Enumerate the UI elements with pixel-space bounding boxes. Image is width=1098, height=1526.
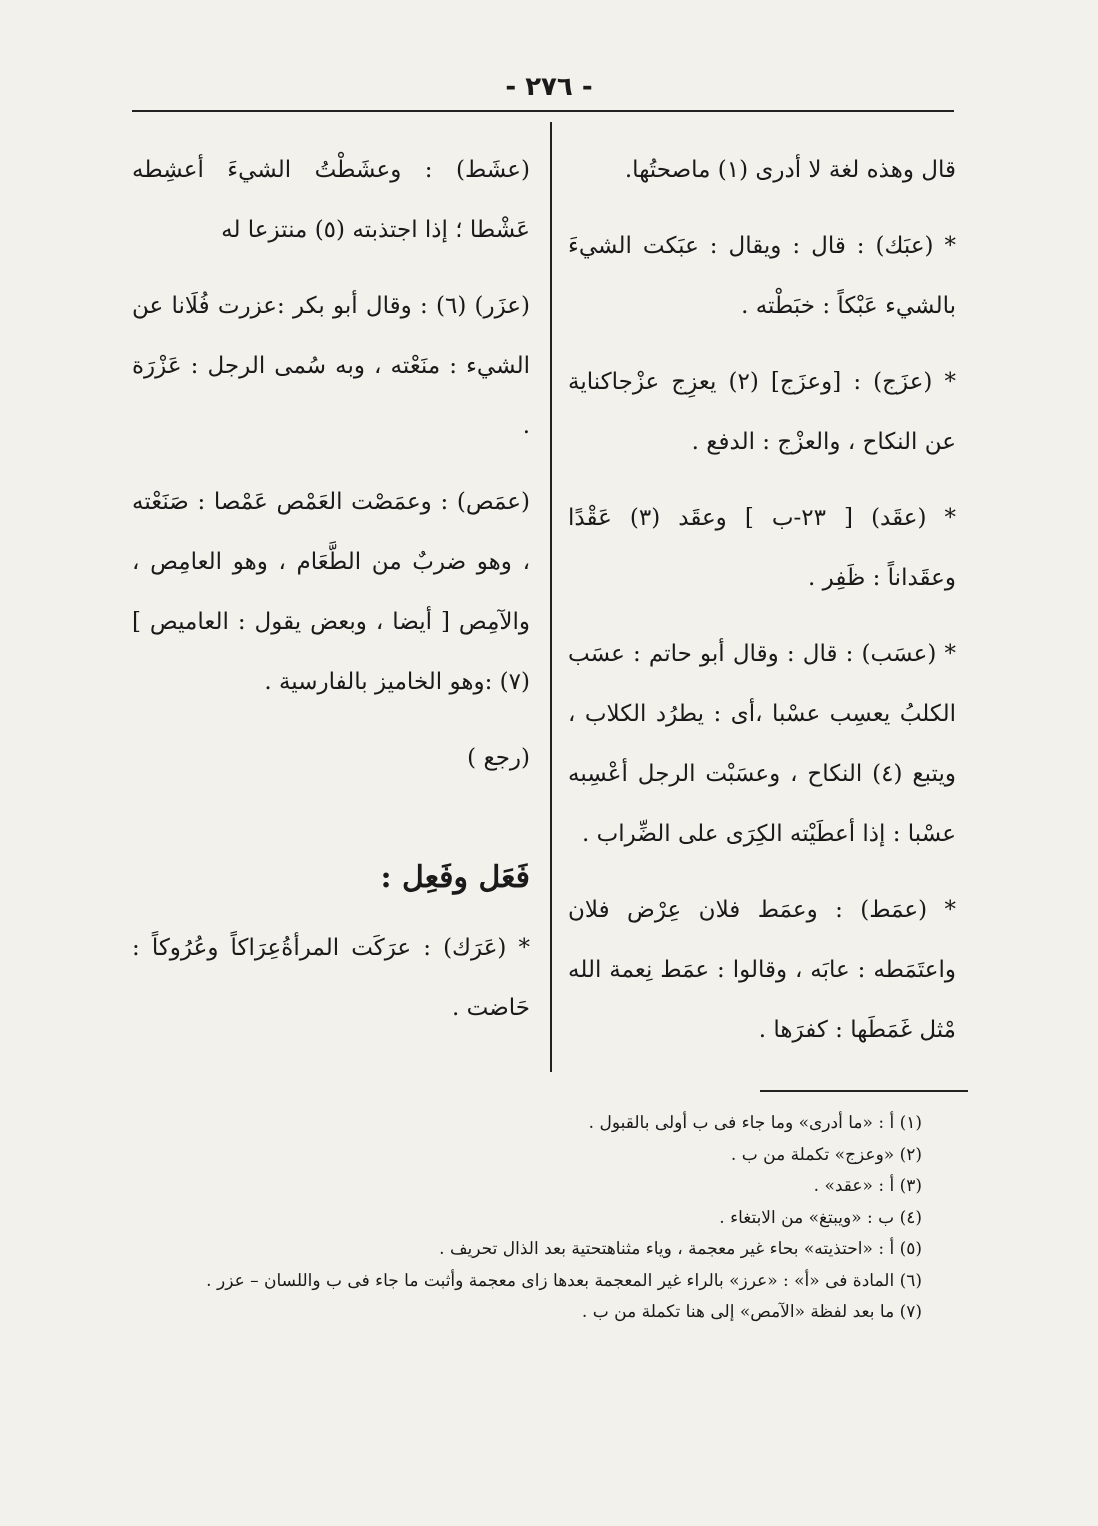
footnotes	[132, 1108, 922, 1329]
footnote-5: (٥) أ : «احتذيته» بحاء غير معجمة ، وياء مثناهتحتية بعد الذال تحريف .	[439, 1239, 922, 1259]
header-rule	[132, 110, 954, 112]
left-column	[132, 140, 530, 1054]
right-column	[568, 140, 956, 1076]
column-divider	[550, 122, 552, 1072]
entry-reference: (رجع )	[467, 745, 530, 771]
footnote-4: (٤) ب : «ويبتغ» من الابتغاء .	[719, 1207, 922, 1228]
section-heading: فَعَل وفَعِل :	[380, 860, 530, 895]
footnote-1: (١) أ : «ما أدرى» وما جاء فى ب أولى بالقبول .	[588, 1113, 922, 1133]
left-paragraph-3: (عمَص) : وعمَصْت العَمْص عَمْصا : صَنَعْته ، وهو ضربٌ من الطَّعَام ، وهو العامِص ، والآمِص [ أيضا ، وبعض يقول : العاميص ] (٧) :وهو الخاميز بالفارسية .	[132, 489, 530, 695]
footnote-7: (٧) ما بعد لفظة «الآمص» إلى هنا تكملة من ب .	[581, 1302, 922, 1322]
right-paragraph-1: قال وهذه لغة لا أدرى (١) ماصحتُها.	[624, 157, 956, 183]
right-paragraph-2: * (عبَك) : قال : ويقال : عبَكت الشيءَ بالشيء عَبْكاً : خبَطْته .	[568, 233, 956, 319]
left-paragraph-2: (عزَر) (٦) : وقال أبو بكر :عزرت فُلَانا عن الشيء : منَعْته ، وبه سُمى الرجل : عَزْرَة .	[132, 293, 530, 439]
footnote-rule	[760, 1090, 968, 1092]
right-paragraph-6: * (عمَط) : وعمَط فلان عِرْض فلان واعتَمَطه : عابَه ، وقالوا : عمَط نِعمة الله مْثل غَمَطَها : كفرَها .	[568, 897, 956, 1043]
right-paragraph-4: * (عقَد) [ ٢٣-ب ] وعقَد (٣) عَقْدًا وعقَداناً : ظَفِر .	[568, 505, 957, 591]
left-paragraph-1: (عشَط) : وعشَطْتُ الشيءَ أعشِطه عَشْطا ؛ إذا اجتذبته (٥) منتزعا له	[132, 157, 530, 243]
footnote-2: (٢) «وعزج» تكملة من ب .	[730, 1144, 922, 1165]
footnote-3: (٣) أ : «عقد» .	[813, 1176, 922, 1196]
left-section-paragraph-1: * (عَرَك) : عرَكَت المرأةُعِرَاكاً وعُرُوكاً : حَاضت .	[132, 935, 530, 1021]
right-paragraph-3: * (عزَج) : [وعزَج] (٢) يعزِج عزْجاكناية عن النكاح ، والعزْج : الدفع .	[568, 369, 956, 455]
page-number: - ٢٧٦ -	[505, 72, 593, 102]
right-paragraph-5: * (عسَب) : قال : وقال أبو حاتم : عسَب الكلبُ يعسِب عسْبا ،أى : يطرُد الكلاب ، ويتبع (٤) النكاح ، وعسَبْت الرجل أعْسِبه عسْبا : إذا أعطَيْته الكِرَى على الضِّراب .	[568, 641, 956, 847]
footnote-6: (٦) المادة فى «أ» : «عرز» بالراء غير المعجمة بعدها زاى معجمة وأثبت ما جاء فى ب واللسان – عزر .	[206, 1270, 922, 1291]
